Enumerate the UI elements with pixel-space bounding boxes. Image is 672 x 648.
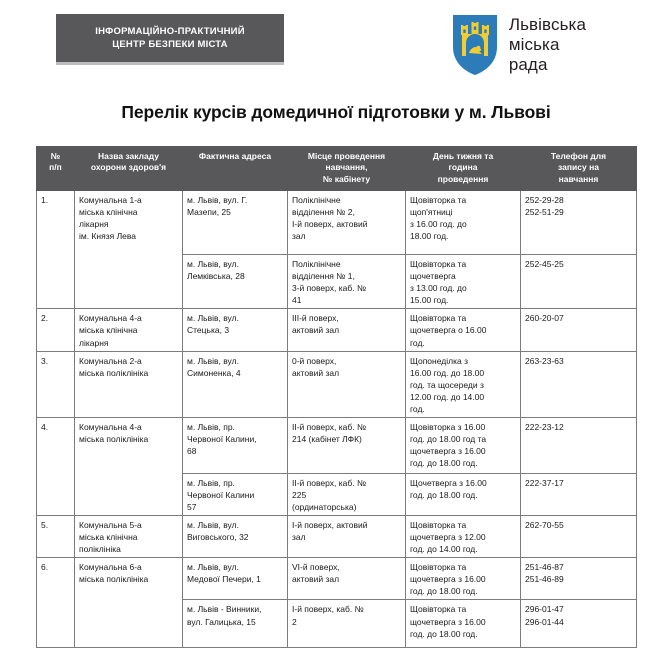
cell-line: І-й поверх, актовий <box>292 219 368 230</box>
cell-line: 3. <box>41 355 49 366</box>
cell-institution <box>75 417 183 515</box>
cell-line: Виговського, 32 <box>187 532 249 543</box>
cell-line: Медової Печери, 1 <box>187 574 261 585</box>
cell-line: 251-46-89 <box>525 574 564 585</box>
cell-line: 2. <box>41 313 49 324</box>
cell-line: вул. Галицька, 15 <box>187 616 256 627</box>
banner-line-1: ІНФОРМАЦІЙНО-ПРАКТИЧНИЙ <box>95 25 245 37</box>
cell-line: щочетверга о 16.00 <box>410 325 487 336</box>
cell-line: м. Львів, вул. <box>187 355 239 366</box>
cell-line: 15.00 год. <box>410 295 449 306</box>
cell-location <box>288 473 406 515</box>
cell-line: міська клінічна <box>79 532 138 543</box>
cell-location <box>288 255 406 309</box>
cell-line: І-й поверх, актовий <box>292 520 368 531</box>
lviv-city-council-brand <box>452 14 586 76</box>
cell-line: І-й поверх, каб. № <box>292 604 364 615</box>
header-line: № <box>50 151 61 161</box>
cell-line: год. до 18.00 год. <box>410 489 478 500</box>
cell-line: (ординаторська) <box>292 502 357 512</box>
cell-address <box>183 191 288 255</box>
cell-line: Щовівторка та <box>410 562 467 573</box>
cell-line: 16.00 год. до 18.00 <box>410 367 485 378</box>
header-line: № кабінету <box>322 173 371 184</box>
cell-address <box>183 309 288 351</box>
cell-location <box>288 417 406 473</box>
cell-line: Щовівторка та <box>410 313 467 324</box>
table-header-col-location <box>288 147 406 191</box>
cell-line: відділення № 1, <box>292 271 355 282</box>
cell-schedule <box>406 309 521 351</box>
cell-line: міська поліклініка <box>79 433 149 444</box>
brand-line-1: Львівська <box>508 15 586 34</box>
table-header-col-number <box>37 147 75 191</box>
cell-line: поліклініка <box>79 544 121 555</box>
table-header-col-schedule <box>406 147 521 191</box>
cell-line: щочетверга <box>410 271 456 282</box>
cell-line: Поліклінічне <box>292 259 341 270</box>
cell-line: м. Львів, вул. Г. <box>187 195 248 206</box>
brand-text <box>509 14 586 75</box>
cell-address <box>183 351 288 417</box>
header-line: година <box>448 162 478 173</box>
cell-line: Щовівторка та <box>410 195 467 206</box>
cell-line: м. Львів, вул. <box>187 520 239 531</box>
cell-line: 260-20-07 <box>525 313 564 324</box>
cell-line: 222-37-17 <box>525 477 564 488</box>
cell-line: м. Львів, пр. <box>187 421 235 432</box>
cell-location <box>288 191 406 255</box>
header-line: День тижня та <box>432 151 494 161</box>
header-line: Фактична адреса <box>198 151 272 161</box>
cell-line: 214 (кабінет ЛФК) <box>292 433 362 444</box>
cell-line: з 13.00 год. до <box>410 283 467 294</box>
cell-line: 222-23-12 <box>525 421 564 432</box>
cell-schedule <box>406 516 521 558</box>
cell-line: 296-01-44 <box>525 616 564 627</box>
cell-line: год. до 18.00 год. <box>410 628 478 639</box>
cell-line: м. Львів, вул. <box>187 259 239 270</box>
cell-number <box>37 309 75 351</box>
header-line: охорони здоров'я <box>90 162 167 173</box>
header-line: проведення <box>437 173 489 184</box>
cell-line: м. Львів, вул. <box>187 313 239 324</box>
cell-phone <box>521 558 637 600</box>
cell-line: щочетверга з 16.00 <box>410 446 486 456</box>
header-line: п/п <box>49 162 62 173</box>
cell-schedule <box>406 473 521 515</box>
table-header-col-phone <box>521 147 637 191</box>
courses-table-container <box>36 146 636 648</box>
page-title: Перелік курсів домедичної підготовки у м. Львові <box>121 102 551 122</box>
table-header-col-address <box>183 147 288 191</box>
cell-line: 12.00 год. до 14.00 <box>410 391 485 402</box>
cell-line: 296-01-47 <box>525 604 564 615</box>
cell-line: ІІ-й поверх, каб. № <box>292 421 367 432</box>
cell-phone <box>521 516 637 558</box>
cell-line: 57 <box>187 502 197 512</box>
table-row <box>37 516 637 558</box>
cell-line: Лемківська, 28 <box>187 271 245 282</box>
cell-line: ІІ-й поверх, каб. № <box>292 477 367 488</box>
cell-line: Симоненка, 4 <box>187 367 241 378</box>
cell-line: актовий зал <box>292 574 340 585</box>
cell-line: зал <box>292 231 306 242</box>
cell-phone <box>521 255 637 309</box>
cell-location <box>288 558 406 600</box>
courses-table <box>36 146 637 648</box>
table-row <box>37 191 637 255</box>
cell-line: 18.00 год. <box>410 231 449 242</box>
cell-line: 251-46-87 <box>525 562 564 573</box>
cell-line: Щочетверга з 16.00 <box>410 477 487 488</box>
cell-institution <box>75 351 183 417</box>
cell-institution <box>75 516 183 558</box>
brand-line-2: міська <box>508 35 560 55</box>
cell-line: 5. <box>41 520 49 531</box>
cell-line: Червоної Калини <box>187 489 255 500</box>
cell-schedule <box>406 558 521 600</box>
cell-line: год. <box>410 403 425 414</box>
cell-institution <box>75 191 183 309</box>
cell-address <box>183 558 288 600</box>
cell-line: Щовівторка та <box>410 520 467 531</box>
table-row <box>37 558 637 600</box>
cell-line: 263-23-63 <box>525 355 564 366</box>
table-row <box>37 417 637 473</box>
cell-line: Щовівторка та <box>410 604 467 615</box>
brand-line-3: рада <box>508 55 548 75</box>
cell-line: лікарня <box>79 337 109 348</box>
cell-line: лікарня <box>79 219 109 230</box>
cell-number <box>37 516 75 558</box>
cell-number <box>37 351 75 417</box>
cell-line: год. до 18.00 год та <box>410 433 487 444</box>
cell-schedule <box>406 255 521 309</box>
cell-address <box>183 473 288 515</box>
cell-phone <box>521 417 637 473</box>
cell-line: м. Львів - Винники, <box>187 604 262 615</box>
safety-center-banner <box>56 14 284 62</box>
cell-line: Стецька, 3 <box>187 325 230 336</box>
cell-line: ІІІ-й поверх, <box>292 313 339 324</box>
cell-line: 3-й поверх, каб. № <box>292 283 367 294</box>
cell-line: 68 <box>187 446 197 456</box>
banner-line-2: ЦЕНТР БЕЗПЕКИ МІСТА <box>112 39 228 50</box>
cell-schedule <box>406 417 521 473</box>
header-line: Місце проведення <box>307 151 386 161</box>
cell-line: VI-й поверх, <box>292 562 340 573</box>
cell-location <box>288 600 406 648</box>
cell-address <box>183 516 288 558</box>
cell-line: 252-29-28 <box>525 195 564 206</box>
cell-line: Комунальна 4-а <box>79 421 142 432</box>
cell-line: 225 <box>292 489 307 500</box>
cell-line: міська клінічна <box>79 325 138 336</box>
cell-institution <box>75 558 183 648</box>
cell-line: год. до 18.00 год. <box>410 586 478 597</box>
cell-phone <box>521 473 637 515</box>
header-line: навчання <box>558 173 599 184</box>
cell-line: м. Львів, пр. <box>187 477 235 488</box>
cell-line: 6. <box>41 562 49 573</box>
cell-line: м. Львів, вул. <box>187 562 239 573</box>
cell-line: 252-45-25 <box>525 259 564 270</box>
cell-number <box>37 417 75 515</box>
table-row <box>37 351 637 417</box>
cell-phone <box>521 351 637 417</box>
cell-line: щочетверга з 16.00 <box>410 616 486 627</box>
cell-line: щочетверга з 12.00 <box>410 532 486 543</box>
cell-line: міська клінічна <box>79 207 138 218</box>
cell-schedule <box>406 600 521 648</box>
table-header-row <box>37 147 637 191</box>
cell-line: актовий зал <box>292 367 340 378</box>
cell-number <box>37 191 75 309</box>
cell-line: з 16.00 год. до <box>410 219 467 230</box>
cell-line: Мазепи, 25 <box>187 207 231 218</box>
cell-line: год. до 14.00 год. <box>410 544 478 555</box>
cell-line: відділення № 2, <box>292 207 355 218</box>
cell-line: год. до 18.00 год. <box>410 458 478 469</box>
cell-line: міська поліклініка <box>79 367 149 378</box>
cell-line: зал <box>292 532 306 543</box>
cell-phone <box>521 309 637 351</box>
cell-location <box>288 351 406 417</box>
cell-line: актовий зал <box>292 325 340 336</box>
cell-line: Комунальна 5-а <box>79 520 142 531</box>
header-line: Назва закладу <box>98 151 159 161</box>
cell-line: 2 <box>292 616 297 627</box>
cell-phone <box>521 600 637 648</box>
cell-line: міська поліклініка <box>79 574 149 585</box>
cell-location <box>288 309 406 351</box>
cell-phone <box>521 191 637 255</box>
cell-schedule <box>406 191 521 255</box>
cell-line: Щовівторка та <box>410 259 467 270</box>
table-head <box>37 147 637 191</box>
cell-number <box>37 558 75 648</box>
cell-location <box>288 516 406 558</box>
lviv-coat-of-arms-icon <box>452 14 498 76</box>
document-header <box>0 0 672 78</box>
cell-line: Червоної Калини, <box>187 433 257 444</box>
cell-line: ім. Князя Лева <box>79 231 137 242</box>
header-line: запису на <box>558 162 599 173</box>
table-row <box>37 309 637 351</box>
cell-schedule <box>406 351 521 417</box>
cell-address <box>183 417 288 473</box>
cell-address <box>183 255 288 309</box>
header-line: Телефон для <box>550 151 607 161</box>
header-line: навчання, <box>325 162 368 173</box>
cell-institution <box>75 309 183 351</box>
cell-line: Щопонеділка з <box>410 355 468 366</box>
cell-line: 252-51-29 <box>525 207 564 218</box>
cell-line: год. <box>410 337 425 348</box>
cell-line: 0-й поверх, <box>292 355 337 366</box>
cell-line: Комунальна 2-а <box>79 355 142 366</box>
cell-line: Поліклінічне <box>292 195 341 206</box>
cell-line: 4. <box>41 421 49 432</box>
cell-line: щоп'ятниці <box>410 207 453 218</box>
cell-line: Комунальна 4-а <box>79 313 142 324</box>
cell-address <box>183 600 288 648</box>
cell-line: щочетверга з 16.00 <box>410 574 486 585</box>
cell-line: Комунальна 1-а <box>79 195 142 206</box>
cell-line: Щовівторка з 16.00 <box>410 421 486 432</box>
table-body <box>37 191 637 648</box>
cell-line: 1. <box>41 195 49 206</box>
cell-line: Комунальна 6-а <box>79 562 142 573</box>
cell-line: 41 <box>292 295 302 306</box>
cell-line: 262-70-55 <box>525 520 564 531</box>
cell-line: год. та щосереди з <box>410 379 484 390</box>
table-header-col-institution <box>75 147 183 191</box>
